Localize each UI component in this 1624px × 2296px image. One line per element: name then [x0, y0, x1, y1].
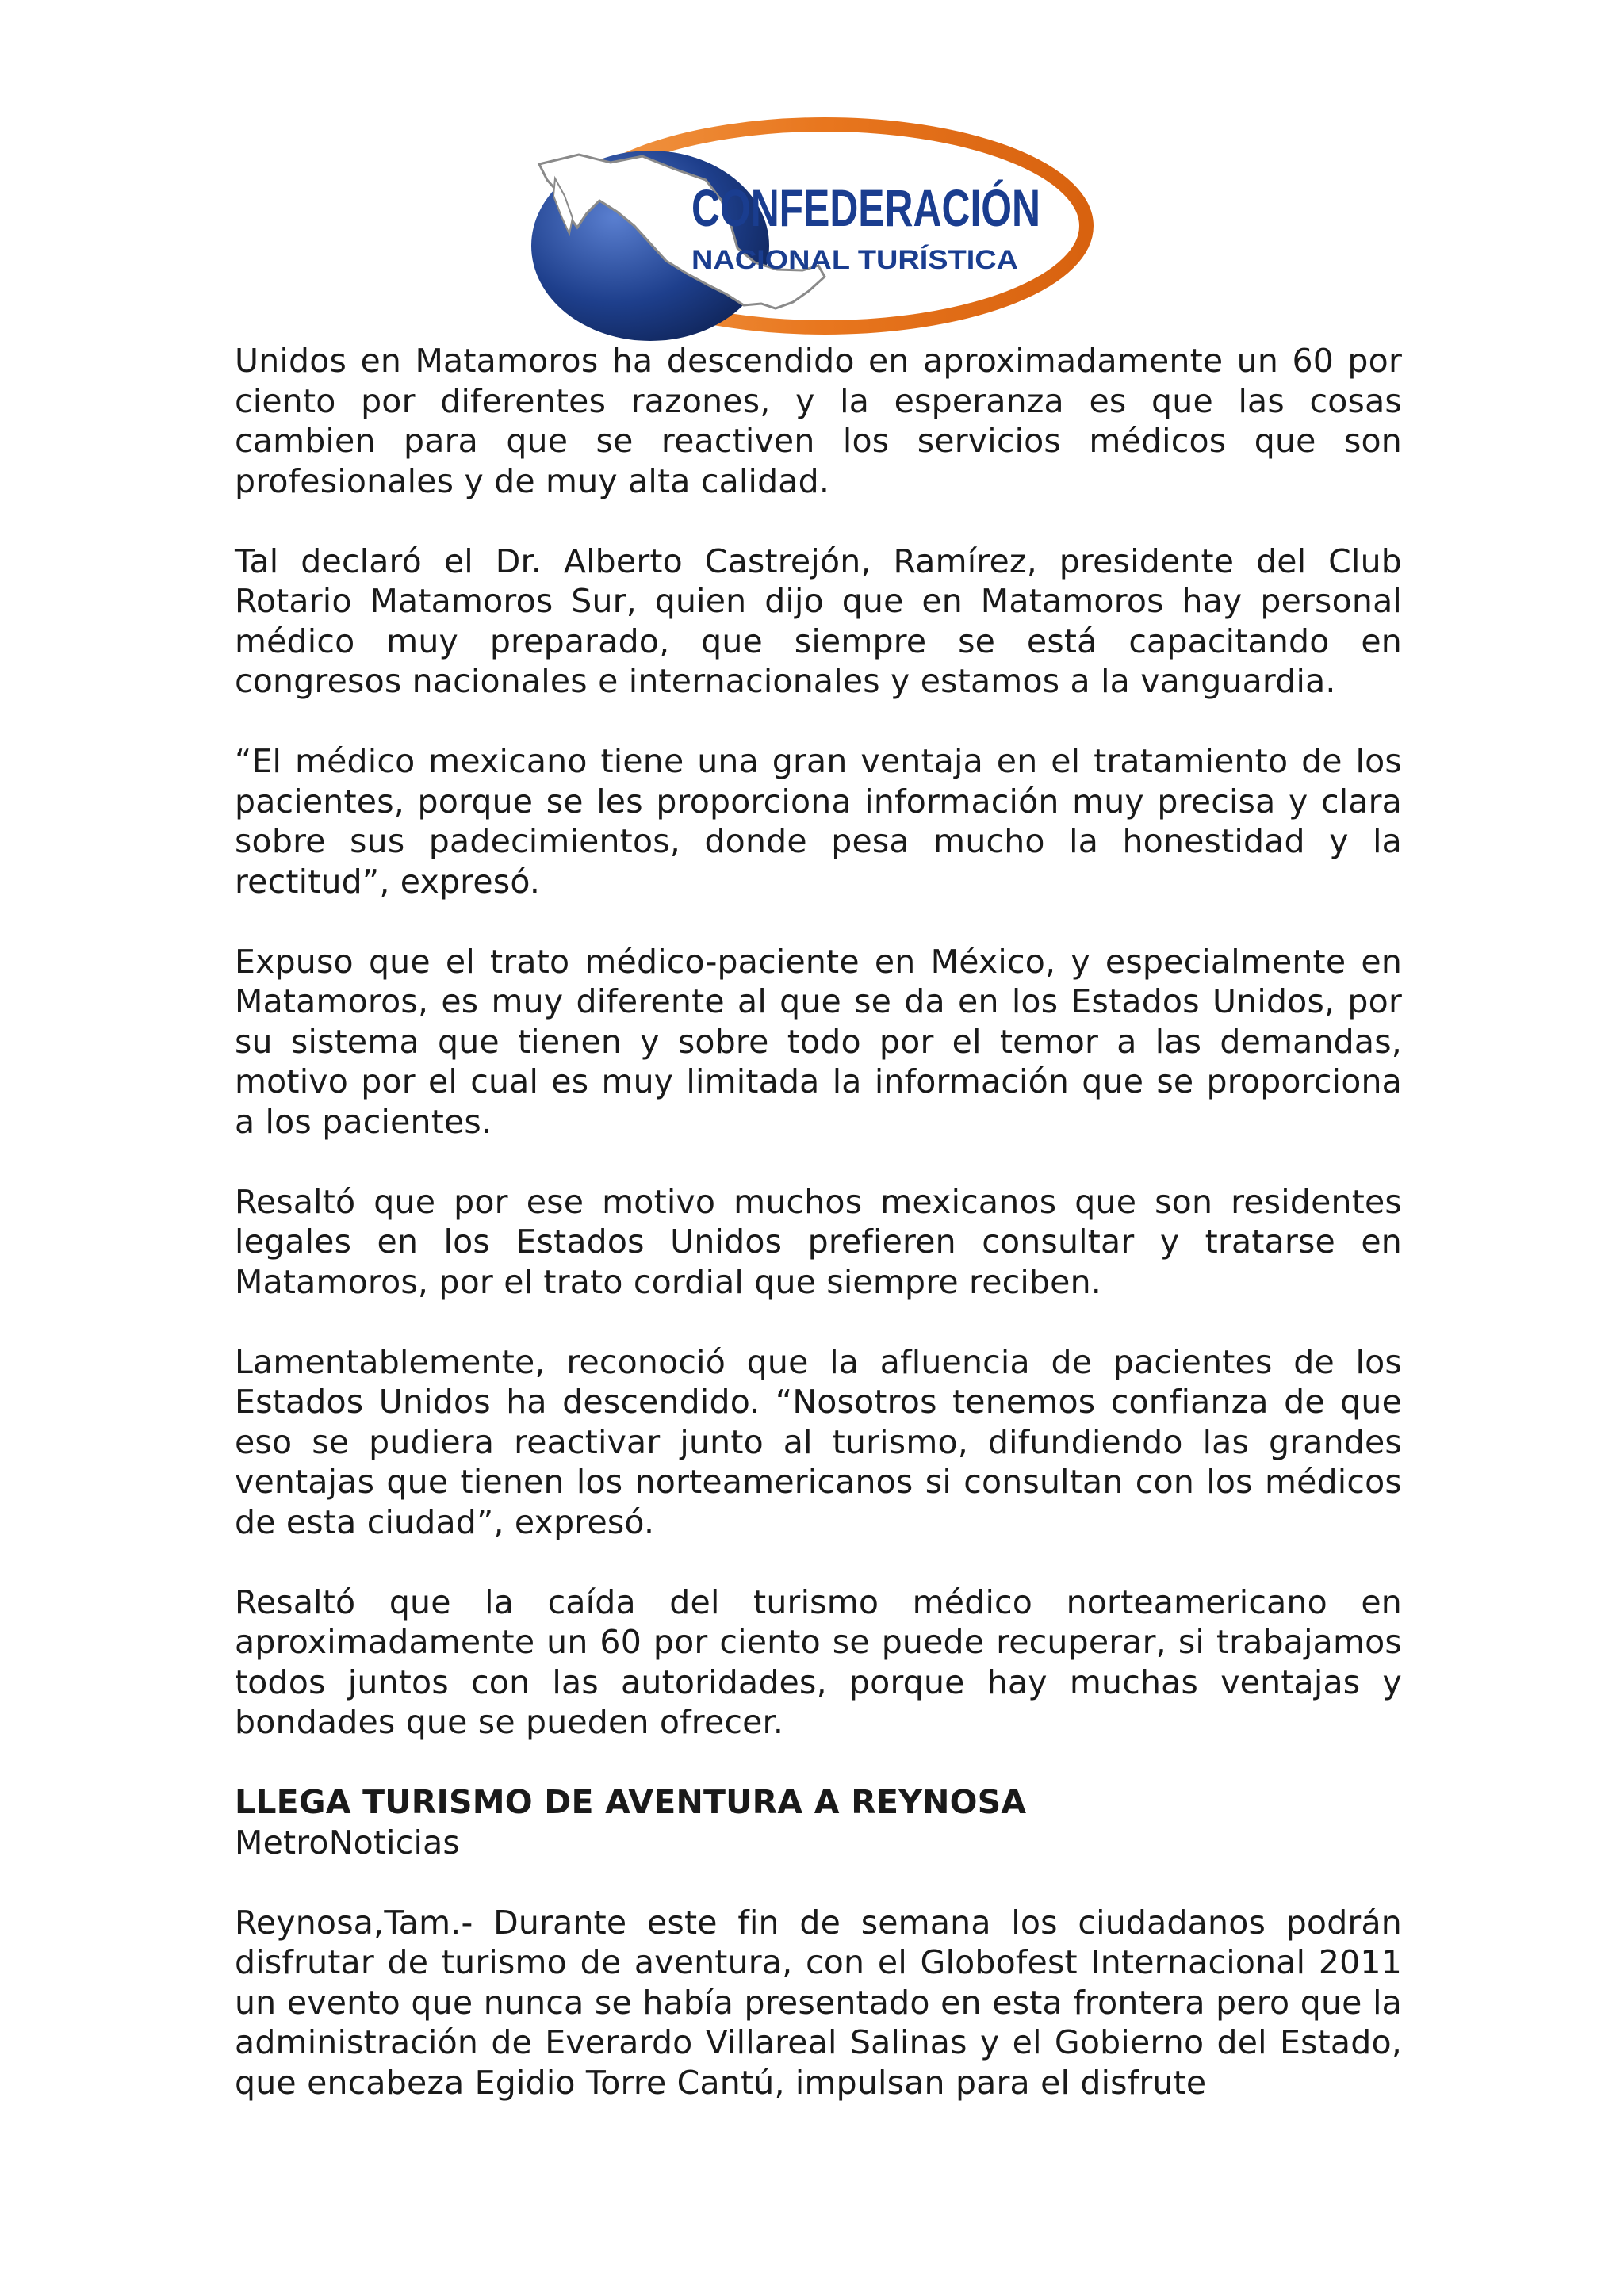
document-body — [235, 341, 1402, 2143]
confederacion-logo — [523, 107, 1094, 353]
article-source: MetroNoticias — [235, 1823, 460, 1862]
paragraph: Unidos en Matamoros ha descendido en aproximadamente un 60 por ciento por diferentes razones, y la esperanza es que las cosas cambien para que se reactiven los servicios médicos que son profesionales y de muy alta calidad. — [235, 342, 1402, 500]
logo-line1: CONFEDERACIÓN — [691, 178, 1040, 237]
article-headline: LLEGA TURISMO DE AVENTURA A REYNOSA — [235, 1783, 1027, 1821]
paragraph: Resaltó que la caída del turismo médico norteamericano en aproximadamente un 60 por ciento se puede recuperar, si trabajamos todos juntos con las autoridades, porque hay muchas ventajas y bondades que se pueden ofrecer. — [235, 1582, 1402, 1741]
paragraph: Tal declaró el Dr. Alberto Castrejón, Ramírez, presidente del Club Rotario Matamoros Sur, quien dijo que en Matamoros hay personal médico muy preparado, que siempre se está capacitando en congresos nacionales e internacionales y estamos a la vanguardia. — [235, 541, 1402, 700]
paragraph: “El médico mexicano tiene una gran ventaja en el tratamiento de los pacientes, porque se les proporciona información muy precisa y clara sobre sus padecimientos, donde pesa mucho la honestidad y la rectitud”, expresó. — [235, 742, 1402, 901]
paragraph: Expuso que el trato médico-paciente en México, y especialmente en Matamoros, es muy diferente al que se da en los Estados Unidos, por su sistema que tienen y sobre todo por el temor a las demandas, motivo por el cual es muy limitada la información que se proporciona a los pacientes. — [235, 942, 1402, 1141]
paragraph: Reynosa,Tam.- Durante este fin de semana los ciudadanos podrán disfrutar de turismo de aventura, con el Globofest Internacional 2011 un evento que nunca se había presentado en esta frontera pero que la administración de Everardo Villareal Salinas y el Gobierno del Estado, que encabeza Egidio Torre Cantú, impulsan para el disfrute — [235, 1903, 1402, 2102]
paragraph: Lamentablemente, reconoció que la afluencia de pacientes de los Estados Unidos ha descendido. “Nosotros tenemos confianza de que eso se pudiera reactivar junto al turismo, difundiendo las grandes ventajas que tienen los norteamericanos si consultan con los médicos de esta ciudad”, expresó. — [235, 1342, 1402, 1541]
logo-line2: NACIONAL TURÍSTICA — [691, 245, 1018, 275]
paragraph: Resaltó que por ese motivo muchos mexicanos que son residentes legales en los Estados Unidos prefieren consultar y tratarse en Matamoros, por el trato cordial que siempre reciben. — [235, 1182, 1402, 1301]
